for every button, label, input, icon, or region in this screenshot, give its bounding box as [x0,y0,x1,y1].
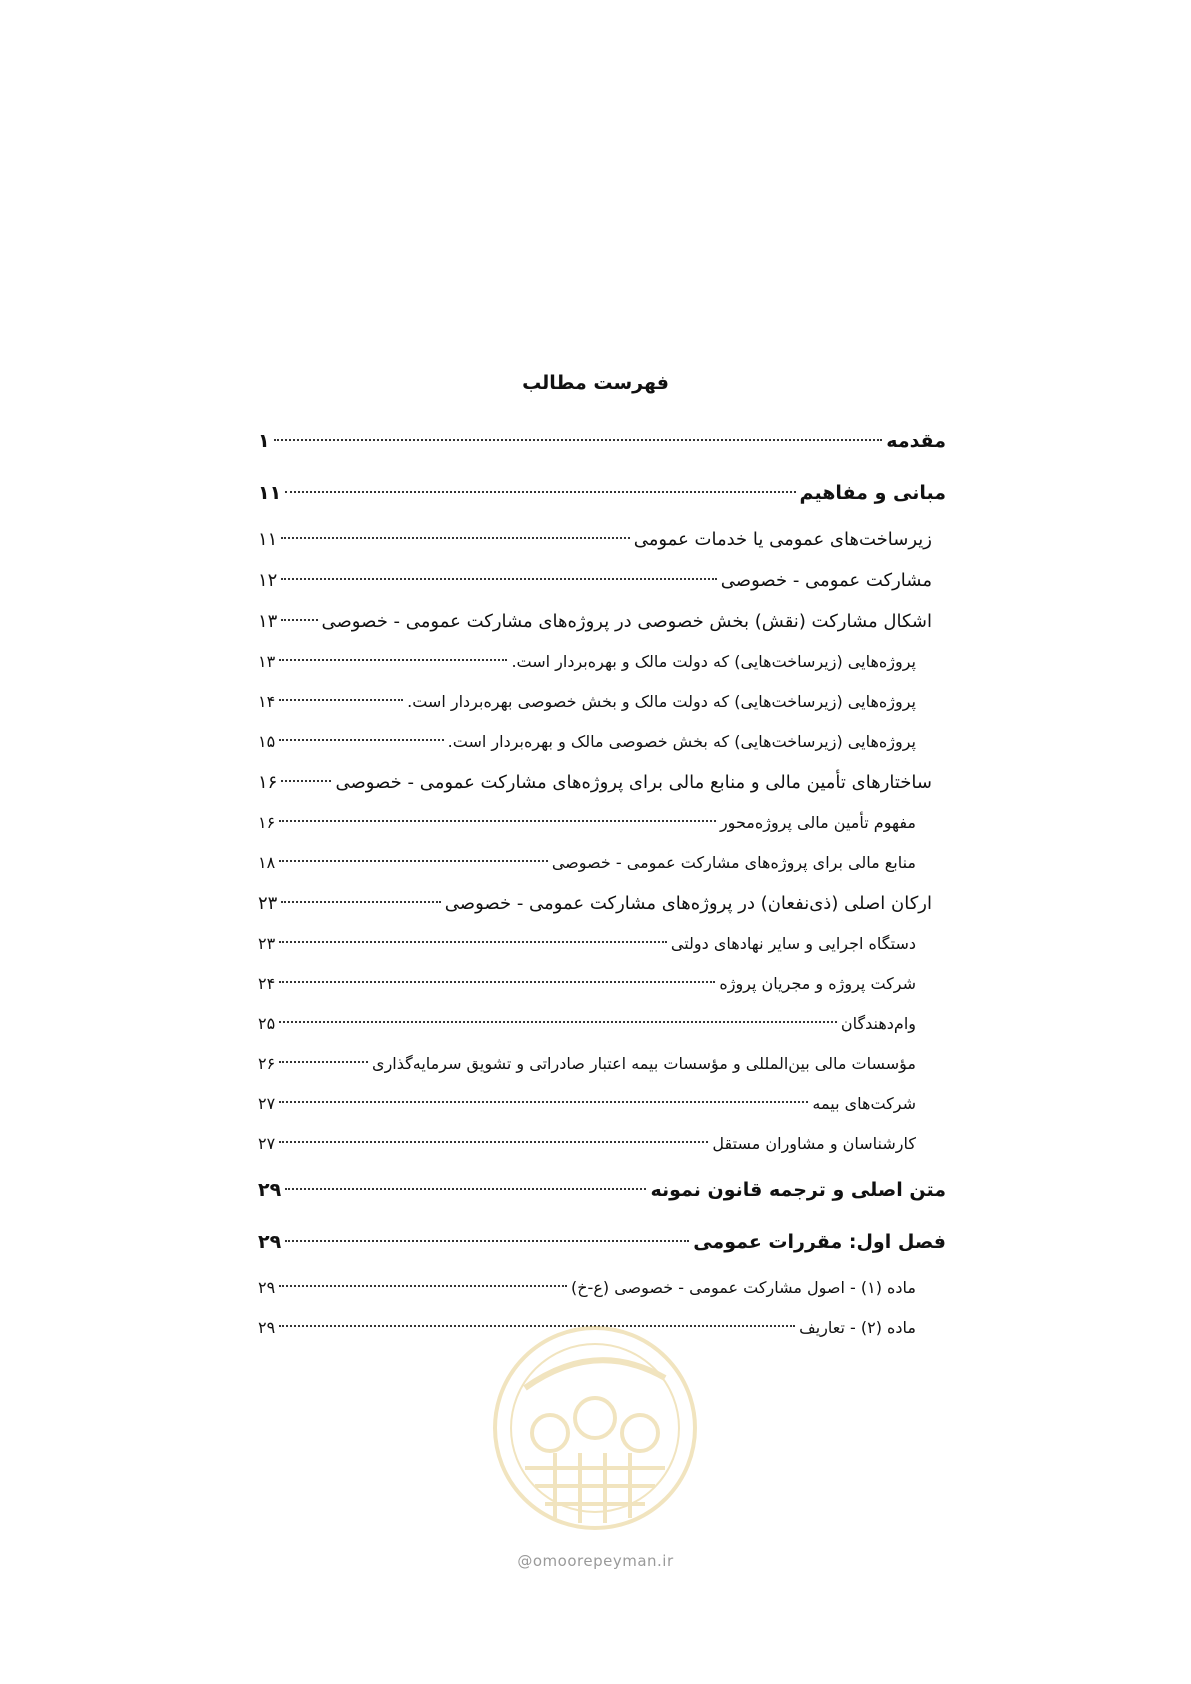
toc-entry-label: مبانی و مفاهیم [799,482,946,504]
toc-entry-label: ارکان اصلی (ذی‌نفعان) در پروژه‌های مشارکت عمومی - خصوصی [444,893,932,914]
toc-entry[interactable] [258,642,946,682]
toc-entry-page-number: ۲۳ [258,934,276,953]
toc-entry[interactable] [258,682,946,722]
toc-entry-page-number: ۱۵ [258,732,276,751]
toc-entry[interactable] [258,601,946,642]
toc-entry-page-number: ۲۳ [258,893,278,914]
toc-dot-leader [279,941,667,943]
toc-entry[interactable] [258,467,946,519]
toc-entry[interactable] [258,415,946,467]
toc-entry-page-number: ۱ [258,430,270,452]
toc-entry-page-number: ۱۳ [258,611,278,632]
toc-entry-label: وام‌دهندگان [840,1014,916,1033]
toc-entry-label: مؤسسات مالی بین‌المللی و مؤسسات بیمه اعتبار صادراتی و تشویق سرمایه‌گذاری [372,1054,916,1073]
toc-entry-label: شرکت پروژه و مجریان پروژه [719,974,916,993]
toc-entry[interactable] [258,1216,946,1268]
toc-entry-page-number: ۲۷ [258,1134,276,1153]
toc-entry-page-number: ۱۶ [258,772,278,793]
toc-entry-label: متن اصلی و ترجمه قانون نمونه [650,1179,946,1201]
toc-entry-label: فصل اول: مقررات عمومی [693,1231,946,1253]
toc-dot-leader [279,860,548,862]
toc-entry-page-number: ۲۵ [258,1014,276,1033]
toc-entry-page-number: ۱۸ [258,853,276,872]
toc-entry-page-number: ۱۳ [258,652,276,671]
toc-dot-leader [279,1061,368,1063]
toc-entry[interactable] [258,1044,946,1084]
toc-dot-leader [279,699,403,701]
page-title: فهرست مطالب [522,372,669,394]
toc-entry-page-number: ۲۴ [258,974,276,993]
toc-dot-leader [285,1188,646,1190]
toc-dot-leader [281,780,331,782]
toc-dot-leader [279,820,716,822]
toc-entry[interactable] [258,803,946,843]
toc-entry-label: ماده (۱) - اصول مشارکت عمومی - خصوصی (ع-خ) [570,1278,916,1297]
toc-dot-leader [274,439,883,441]
toc-dot-leader [281,901,440,903]
toc-entry[interactable] [258,1124,946,1164]
toc-entry-page-number: ۲۷ [258,1094,276,1113]
toc-dot-leader [279,739,443,741]
toc-entry[interactable] [258,1164,946,1216]
toc-entry-page-number: ۲۹ [258,1231,282,1253]
toc-dot-leader [281,619,317,621]
toc-entry-label: منابع مالی برای پروژه‌های مشارکت عمومی - خصوصی [551,853,916,872]
toc-entry-page-number: ۱۱ [258,529,278,550]
toc-dot-leader [285,491,795,493]
toc-entry-label: شرکت‌های بیمه [812,1094,916,1113]
toc-entry-page-number: ۱۱ [258,482,282,504]
toc-entry[interactable] [258,762,946,803]
toc-entry[interactable] [258,1084,946,1124]
table-of-contents [258,415,946,1348]
toc-entry-label: مقدمه [886,430,946,452]
toc-entry-page-number: ۲۶ [258,1054,276,1073]
toc-entry-page-number: ۱۲ [258,570,278,591]
toc-entry-page-number: ۱۶ [258,813,276,832]
toc-dot-leader [279,1141,708,1143]
toc-entry[interactable] [258,1268,946,1308]
toc-entry-label: کارشناسان و مشاوران مستقل [712,1134,916,1153]
toc-dot-leader [279,659,507,661]
toc-entry-page-number: ۲۹ [258,1278,276,1297]
toc-entry-label: پروژه‌هایی (زیرساخت‌هایی) که دولت مالک و بهره‌بردار است. [511,652,916,671]
toc-dot-leader [279,1101,808,1103]
toc-entry-label: زیرساخت‌های عمومی یا خدمات عمومی [633,529,932,550]
toc-entry-label: پروژه‌هایی (زیرساخت‌هایی) که بخش خصوصی مالک و بهره‌بردار است. [447,732,916,751]
watermark-url: @omoorepeyman.ir [517,1552,674,1570]
toc-entry-page-number: ۱۴ [258,692,276,711]
toc-entry-label: مفهوم تأمین مالی پروژه‌محور [719,813,916,832]
toc-entry-label: دستگاه اجرایی و سایر نهادهای دولتی [670,934,916,953]
toc-entry[interactable] [258,560,946,601]
toc-entry[interactable] [258,519,946,560]
toc-entry-label: مشارکت عمومی - خصوصی [720,570,932,591]
toc-dot-leader [281,578,716,580]
toc-entry[interactable] [258,843,946,883]
toc-entry-label: پروژه‌هایی (زیرساخت‌هایی) که دولت مالک و بخش خصوصی بهره‌بردار است. [407,692,916,711]
toc-entry[interactable] [258,883,946,924]
toc-entry[interactable] [258,924,946,964]
toc-entry-label: اشکال مشارکت (نقش) بخش خصوصی در پروژه‌های مشارکت عمومی - خصوصی [321,611,932,632]
toc-entry-label: ماده (۲) - تعاریف [799,1318,916,1337]
publisher-logo-watermark-icon [485,1318,705,1538]
toc-dot-leader [285,1240,689,1242]
toc-entry-label: ساختارهای تأمین مالی و منابع مالی برای پروژه‌های مشارکت عمومی - خصوصی [335,772,932,793]
toc-entry[interactable] [258,722,946,762]
toc-entry-page-number: ۲۹ [258,1179,282,1201]
toc-dot-leader [279,1285,567,1287]
toc-dot-leader [279,981,715,983]
toc-entry[interactable] [258,964,946,1004]
toc-dot-leader [281,537,629,539]
toc-entry[interactable] [258,1004,946,1044]
toc-entry-page-number: ۲۹ [258,1318,276,1337]
toc-dot-leader [279,1021,837,1023]
